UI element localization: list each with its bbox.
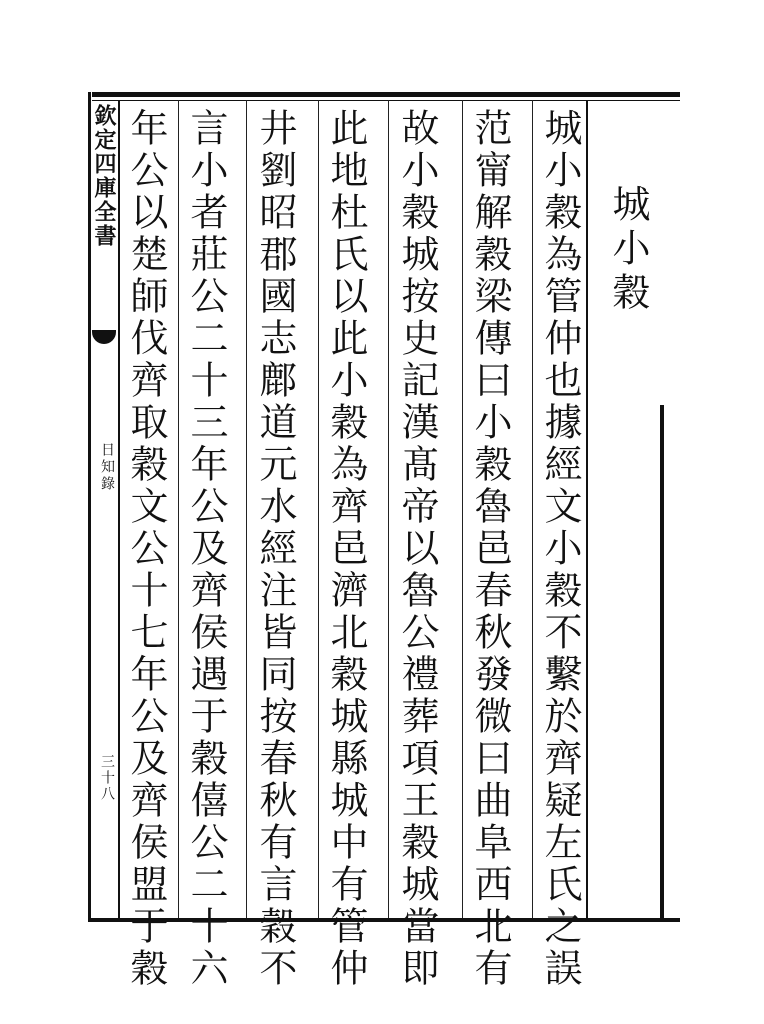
- column-rule: [532, 100, 533, 918]
- text-column: 城小穀為管仲也據經文小穀不繫於齊疑左氏之誤: [538, 108, 582, 990]
- text-column: 故小穀城按史記漢髙帝以魯公禮葬項王穀城當即: [395, 108, 439, 990]
- book-title: 欽定四庫全書: [91, 104, 117, 248]
- frame-right-border: [586, 100, 588, 918]
- column-rule: [388, 100, 389, 918]
- frame-top-border: [92, 92, 680, 97]
- column-rule: [178, 100, 179, 918]
- text-column: 井劉昭郡國志鄜道元水經注皆同按春秋有言穀不: [253, 108, 297, 990]
- column-rule: [318, 100, 319, 918]
- frame-bottom-border: [90, 918, 680, 922]
- column-rule: [462, 100, 463, 918]
- text-column: 言小者莊公二十三年公及齊侯遇于穀僖公二十六: [184, 108, 228, 990]
- entry-heading: 城小穀: [606, 184, 650, 316]
- frame-top-inner-rule: [92, 100, 680, 101]
- text-column: 范甯解穀梁傳曰小穀魯邑春秋發微曰曲阜西北有: [468, 108, 512, 990]
- text-column: 年公以楚師伐齊取穀文公十七年公及齊侯盟于穀: [124, 108, 168, 990]
- page-number: 三十八: [99, 754, 115, 802]
- frame-right-outer-border: [660, 405, 664, 920]
- frame-left-border: [118, 100, 120, 918]
- column-rule: [246, 100, 247, 918]
- section-label: 日知錄: [99, 442, 115, 493]
- text-column: 此地杜氏以此小穀為齊邑濟北穀城縣城中有管仲: [324, 108, 368, 990]
